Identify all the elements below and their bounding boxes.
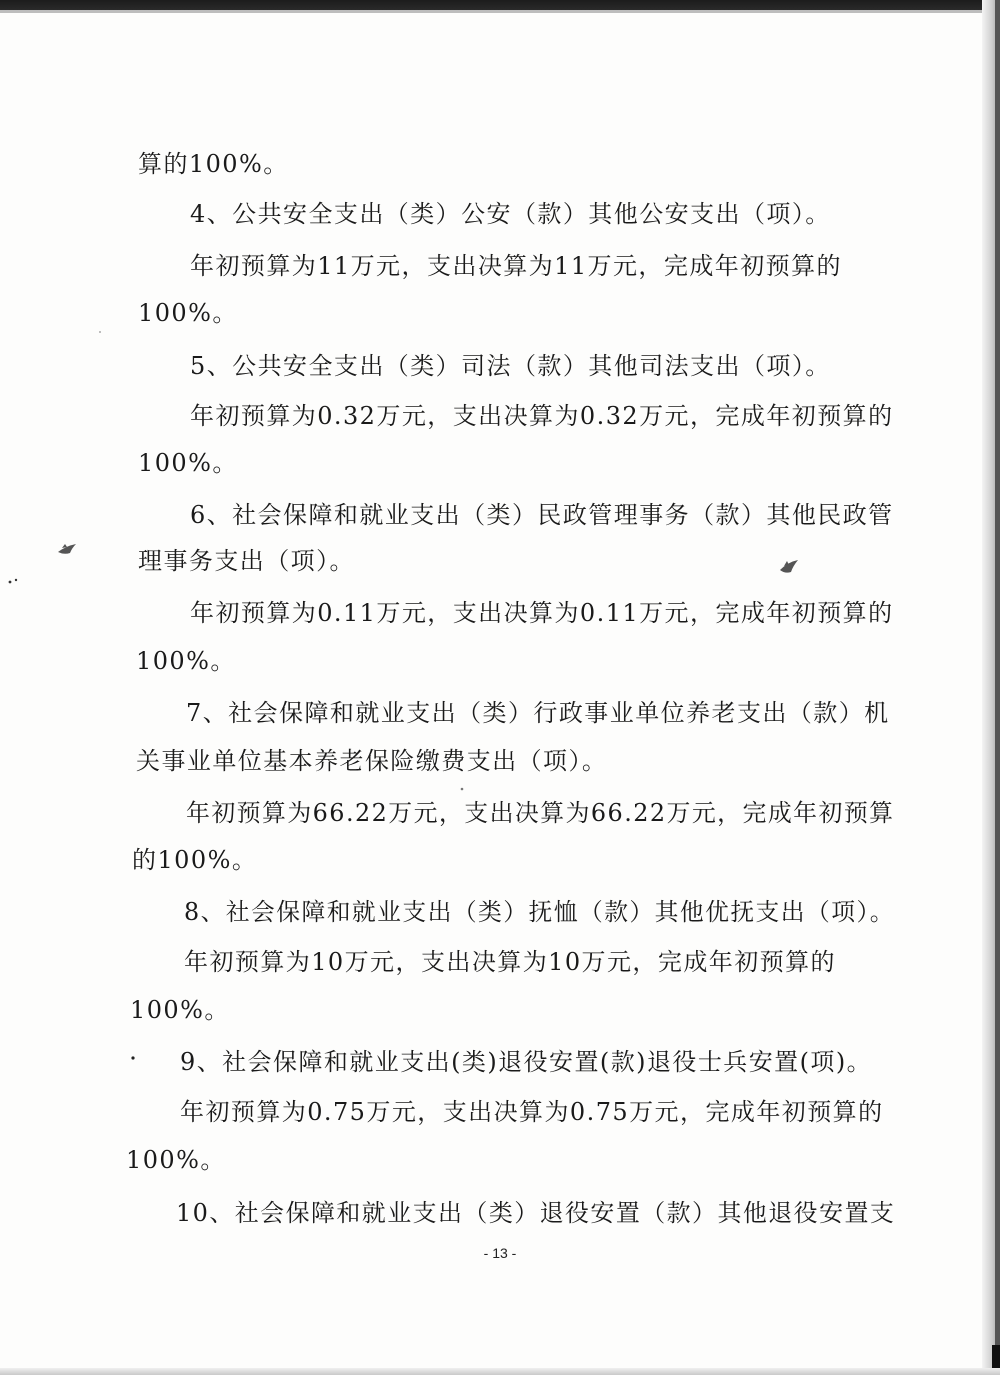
text-line: 100%。 xyxy=(138,299,238,327)
text-line: 4、公共安全支出（类）公安（款）其他公安支出（项）。 xyxy=(190,200,831,228)
text-line: 年初预算为0.32万元，支出决算为0.32万元，完成年初预算的 xyxy=(190,402,894,430)
speck-left-bird xyxy=(58,544,76,554)
text-line: 年初预算为10万元，支出决算为10万元，完成年初预算的 xyxy=(184,948,836,976)
text-line: 5、公共安全支出（类）司法（款）其他司法支出（项）。 xyxy=(190,352,831,380)
text-line: 100%。 xyxy=(136,647,236,675)
text-line: 年初预算为11万元，支出决算为11万元，完成年初预算的 xyxy=(190,252,842,280)
speck-left-edge-2 xyxy=(15,579,17,581)
text-line: 年初预算为0.11万元，支出决算为0.11万元，完成年初预算的 xyxy=(190,599,894,627)
speck-mid-2 xyxy=(99,331,101,333)
text-line: 8、社会保障和就业支出（类）抚恤（款）其他优抚支出（项）。 xyxy=(184,898,896,926)
text-line: 年初预算为66.22万元，支出决算为66.22万元，完成年初预算 xyxy=(186,799,895,827)
text-line: 理事务支出（项）。 xyxy=(138,547,355,575)
text-line: 10、社会保障和就业支出（类）退役安置（款）其他退役安置支 xyxy=(176,1199,896,1227)
text-line: 7、社会保障和就业支出（类）行政事业单位养老支出（款）机 xyxy=(186,699,890,727)
text-line: 关事业单位基本养老保险缴费支出（项）。 xyxy=(136,747,608,775)
speck-right-bird xyxy=(780,560,798,573)
speck-left-edge-1 xyxy=(9,581,12,584)
text-line: 100%。 xyxy=(138,449,238,477)
page-number: - 13 - xyxy=(483,1245,517,1261)
text-line: 的100%。 xyxy=(132,846,258,874)
text-line: 100%。 xyxy=(130,996,230,1024)
text-line: 6、社会保障和就业支出（类）民政管理事务（款）其他民政管 xyxy=(190,501,894,529)
speck-dot-9 xyxy=(131,1056,134,1059)
text-line: 算的100%。 xyxy=(138,150,289,178)
speck-mid-1 xyxy=(461,788,464,791)
text-line: 年初预算为0.75万元，支出决算为0.75万元，完成年初预算的 xyxy=(180,1098,884,1126)
text-line: 9、社会保障和就业支出(类)退役安置(款)退役士兵安置(项)。 xyxy=(180,1048,873,1076)
text-line: 100%。 xyxy=(126,1146,226,1174)
